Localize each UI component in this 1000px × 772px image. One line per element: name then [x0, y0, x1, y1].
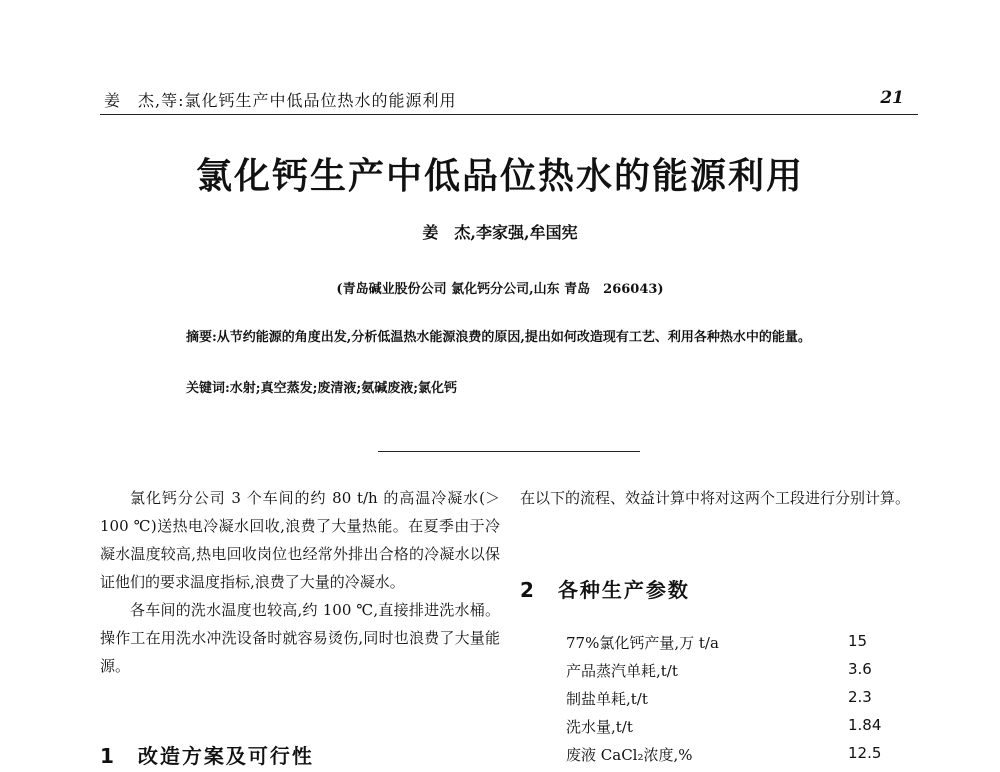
parameter-row — [566, 716, 886, 744]
running-header — [104, 88, 904, 116]
right-column — [520, 484, 920, 512]
parameter-row — [566, 688, 886, 716]
parameter-value: 15 — [848, 632, 868, 650]
parameter-row — [566, 744, 886, 772]
parameter-value: 12.5 — [848, 744, 882, 762]
authors: 姜 杰,李家强,牟国宪 — [422, 223, 578, 242]
parameter-label: 77%氯化钙产量,万 t/a — [566, 634, 719, 652]
parameter-label: 废液 CaCl₂浓度,% — [566, 746, 693, 764]
parameter-label: 产品蒸汽单耗,t/t — [566, 662, 678, 680]
parameter-row — [566, 632, 886, 660]
left-column — [100, 484, 500, 680]
parameter-value: 1.84 — [848, 716, 882, 734]
paragraph: 氯化钙分公司 3 个车间的约 80 t/h 的高温冷凝水(＞100 ℃)送热电冷凝水回收,浪费了大量热能。在夏季由于冷凝水温度较高,热电回收岗位也经常外排出合格的冷凝水以保证他们的要求温度指标,浪费了大量的冷凝水。 — [100, 489, 500, 591]
paragraph: 在以下的流程、效益计算中将对这两个工段进行分别计算。 — [520, 489, 911, 507]
paper-title: 氯化钙生产中低品位热水的能源利用 — [195, 155, 804, 197]
paragraph: 各车间的洗水温度也较高,约 100 ℃,直接排进洗水桶。操作工在用洗水冲洗设备时就容易烫伤,同时也浪费了大量能源。 — [100, 601, 500, 675]
abstract: 摘要:从节约能源的角度出发,分析低温热水能源浪费的原因,提出如何改造现有工艺、利用各种热水中的能量。 — [186, 330, 811, 345]
parameter-label: 洗水量,t/t — [566, 718, 633, 736]
parameter-label: 制盐单耗,t/t — [566, 690, 648, 708]
abstract-divider — [378, 451, 640, 452]
page-number: 21 — [880, 88, 904, 108]
section-heading-2: 2 各种生产参数 — [520, 578, 690, 602]
parameter-list — [566, 632, 886, 772]
header-rule — [100, 114, 918, 115]
keywords: 关键词:水射;真空蒸发;废清液;氨碱废液;氯化钙 — [186, 381, 457, 396]
parameter-row — [566, 660, 886, 688]
parameter-value: 3.6 — [848, 660, 872, 678]
affiliation: (青岛碱业股份公司 氯化钙分公司,山东 青岛 266043) — [336, 282, 664, 297]
section-heading-1: 1 改造方案及可行性 — [100, 744, 314, 768]
parameter-value: 2.3 — [848, 688, 872, 706]
running-title: 姜 杰,等:氯化钙生产中低品位热水的能源利用 — [104, 91, 457, 110]
